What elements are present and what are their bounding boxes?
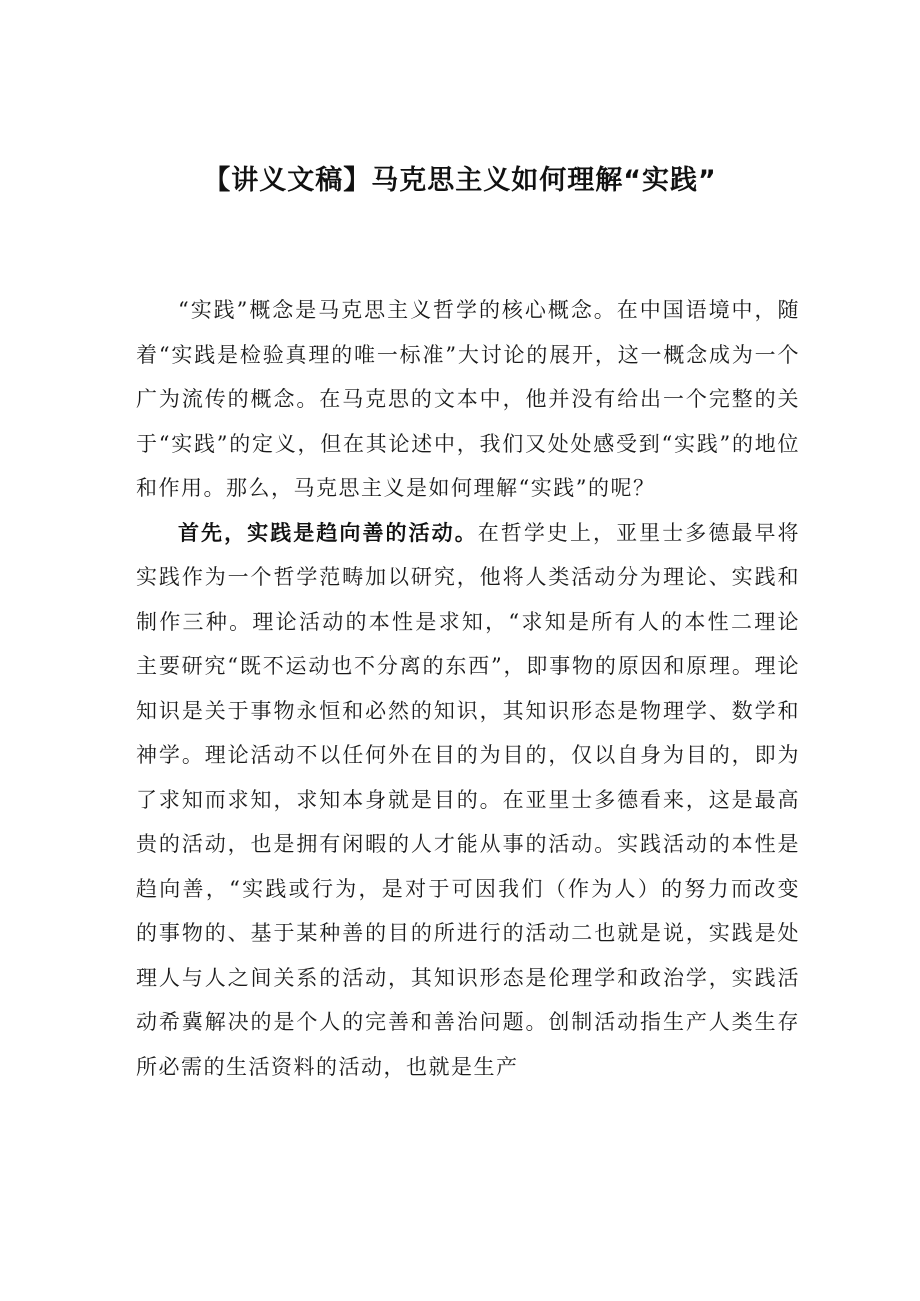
document-title: 【讲义文稿】马克思主义如何理解“实践” <box>203 165 717 196</box>
paragraph-first-point-text: 在哲学史上，亚里士多德最早将实践作为一个哲学范畴加以研究，他将人类活动分为理论、实践和制作三种。理论活动的本性是求知，“求知是所有人的本性二理论主要研究“既不运动也不分离的东西”，即事物的原因和原理。理论知识是关于事物永恒和必然的知识，其知识形态是物理学、数学和神学。理论活动不以任何外在目的为目的，仅以自身为目的，即为了求知而求知，求知本身就是目的。在亚里士多德看来，这是最高贵的活动，也是拥有闲暇的人才能从事的活动。实践活动的本性是趋向善，“实践或行为，是对于可因我们（作为人）的努力而改变的事物的、基于某种善的目的所进行的活动二也就是说，实践是处理人与人之间关系的活动，其知识形态是伦理学和政治学，实践活动希冀解决的是个人的完善和善治问题。创制活动指生产人类生存所必需的生活资料的活动，也就是生产 <box>136 520 800 1079</box>
paragraph-first-point <box>136 511 800 1090</box>
document-body <box>136 288 800 1089</box>
paragraph-first-point-lead: 首先，实践是趋向善的活动。 <box>178 520 478 545</box>
paragraph-intro-text: “实践”概念是马克思主义哲学的核心概念。在中国语境中，随着“实践是检验真理的唯一标准”大讨论的展开，这一概念成为一个广为流传的概念。在马克思的文本中，他并没有给出一个完整的关于“实践”的定义，但在其论述中，我们又处处感受到“实践”的地位和作用。那么，马克思主义是如何理解“实践”的呢？ <box>136 298 800 500</box>
paragraph-intro <box>136 288 800 511</box>
